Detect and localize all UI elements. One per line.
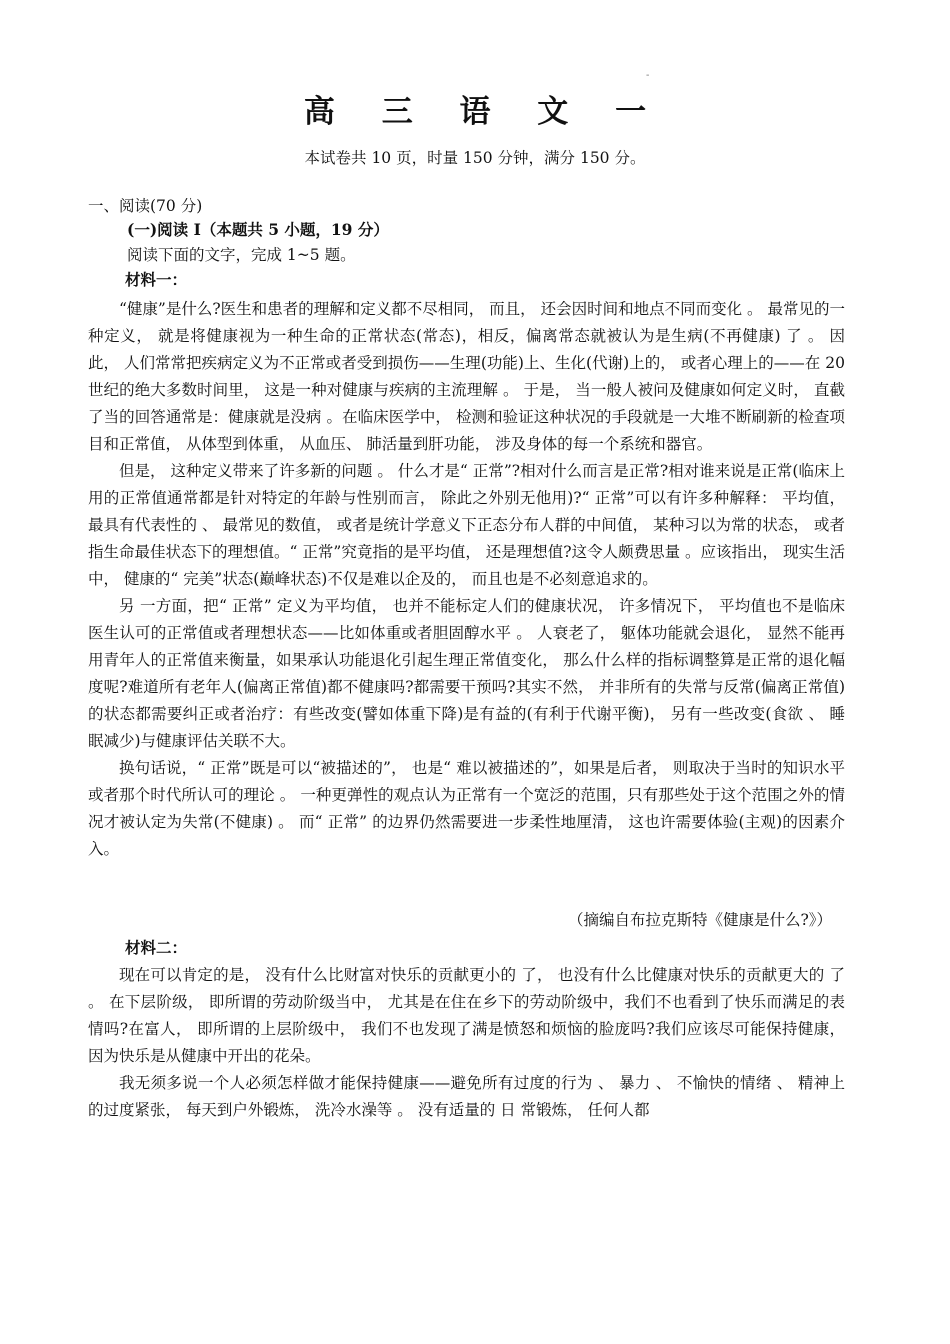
paragraph: 现在可以肯定的是， 没有什么比财富对快乐的贡献更小的 了， 也没有什么比健康对快乐的贡献更大的 了 。 在下层阶级， 即所谓的劳动阶级当中， 尤其是在住在乡下的劳动阶级中，我们不也看到了快乐而满足的表情吗?在富人， 即所谓的上层阶级中， 我们不也发现了满是愤怒和烦恼的脸庞吗?我们应该尽可能保持健康， 因为快乐是从健康中开出的花朵。 xyxy=(88,966,845,1065)
material-two-body xyxy=(88,962,845,1124)
material-one-label: 材料一： xyxy=(125,270,188,289)
citation: （摘编自布拉克斯特《健康是什么?》） xyxy=(567,911,832,929)
paragraph: 但是， 这种定义带来了许多新的问题 。 什么才是“ 正常”?相对什么而言是正常?相对谁来说是正常(临床上用的正常值通常都是针对特定的年龄与性别而言， 除此之外别无他用)?“ 正常”可以有许多种解释： 平均值， 最具有代表性的 、 最常见的数值， 或者是统计学意义下正态分布人群的中间值， 某种习以为常的状态， 或者指生命最佳状态下的理想值。“ 正常”究竟指的是平均值， 还是理想值?这令人颇费思量 。应该指出， 现实生活中， 健康的“ 完美”状态(巅峰状态)不仅是难以企及的， 而且也是不必刻意追求的。 xyxy=(88,462,845,588)
page-title: 高 三 语 文 一 xyxy=(303,94,665,130)
part-heading: (一)阅读 Ⅰ（本题共 5 小题，19 分） xyxy=(127,220,389,239)
instruction-text: 阅读下面的文字，完成 1~5 题。 xyxy=(127,246,356,264)
paragraph: 换句话说，“ 正常”既是可以“被描述的”， 也是“ 难以被描述的”，如果是后者， 则取决于当时的知识水平或者那个时代所认可的理论 。 一种更弹性的观点认为正常有一个宽泛的范围，只有那些处于这个范围之外的情况才被认定为失常(不健康) 。 而“ 正常” 的边界仍然需要进一步柔性地厘清， 这也许需要体验(主观)的因素介入。 xyxy=(88,759,845,858)
paragraph: 另 一方面，把“ 正常” 定义为平均值， 也并不能标定人们的健康状况， 许多情况下， 平均值也不是临床医生认可的正常值或者理想状态——比如体重或者胆固醇水平 。 人衰老了， 躯体功能就会退化， 显然不能再用青年人的正常值来衡量，如果承认功能退化引起生理正常值变化， 那么什么样的指标调整算是正常的退化幅度呢?难道所有老年人(偏离正常值)都不健康吗?都需要干预吗?其实不然， 并非所有的失常与反常(偏离正常值)的状态都需要纠正或者治疗：有些改变(譬如体重下降)是有益的(有利于代谢平衡)， 另有一些改变(食欲 、 睡眠减少)与健康评估关联不大。 xyxy=(88,597,845,750)
paragraph: “健康”是什么?医生和患者的理解和定义都不尽相同， 而且， 还会因时间和地点不同而变化 。 最常见的一种定义， 就是将健康视为一种生命的正常状态(常态)，相反，偏离常态就被认为是生病(不再健康) 了 。 因 此， 人们常常把疾病定义为不正常或者受到损伤——生理(功能)上、生化(代谢)上的， 或者心理上的——在 20 世纪的绝大多数时间里， 这是一种对健康与疾病的主流理解 。 于是， 当一般人被问及健康如何定义时， 直截了当的回答通常是：健康就是没病 。在临床医学中， 检测和验证这种状况的手段就是一大堆不断刷新的检查项 目和正常值， 从体型到体重， 从血压、 肺活量到肝功能， 涉及身体的每一个系统和器官。 xyxy=(88,300,845,453)
material-two-label: 材料二： xyxy=(125,938,188,957)
paragraph: 我无须多说一个人必须怎样做才能保持健康——避免所有过度的行为 、 暴力 、 不愉快的情绪 、 精神上的过度紧张， 每天到户外锻炼， 洗冷水澡等 。 没有适量的 日 常锻炼， 任何人都 xyxy=(88,1074,845,1119)
page-mark: - xyxy=(646,70,650,81)
material-one-body xyxy=(88,296,845,863)
section-heading: 一、阅读(70 分) xyxy=(88,197,203,215)
exam-info: 本试卷共 10 页，时量 150 分钟，满分 150 分。 xyxy=(304,149,646,167)
